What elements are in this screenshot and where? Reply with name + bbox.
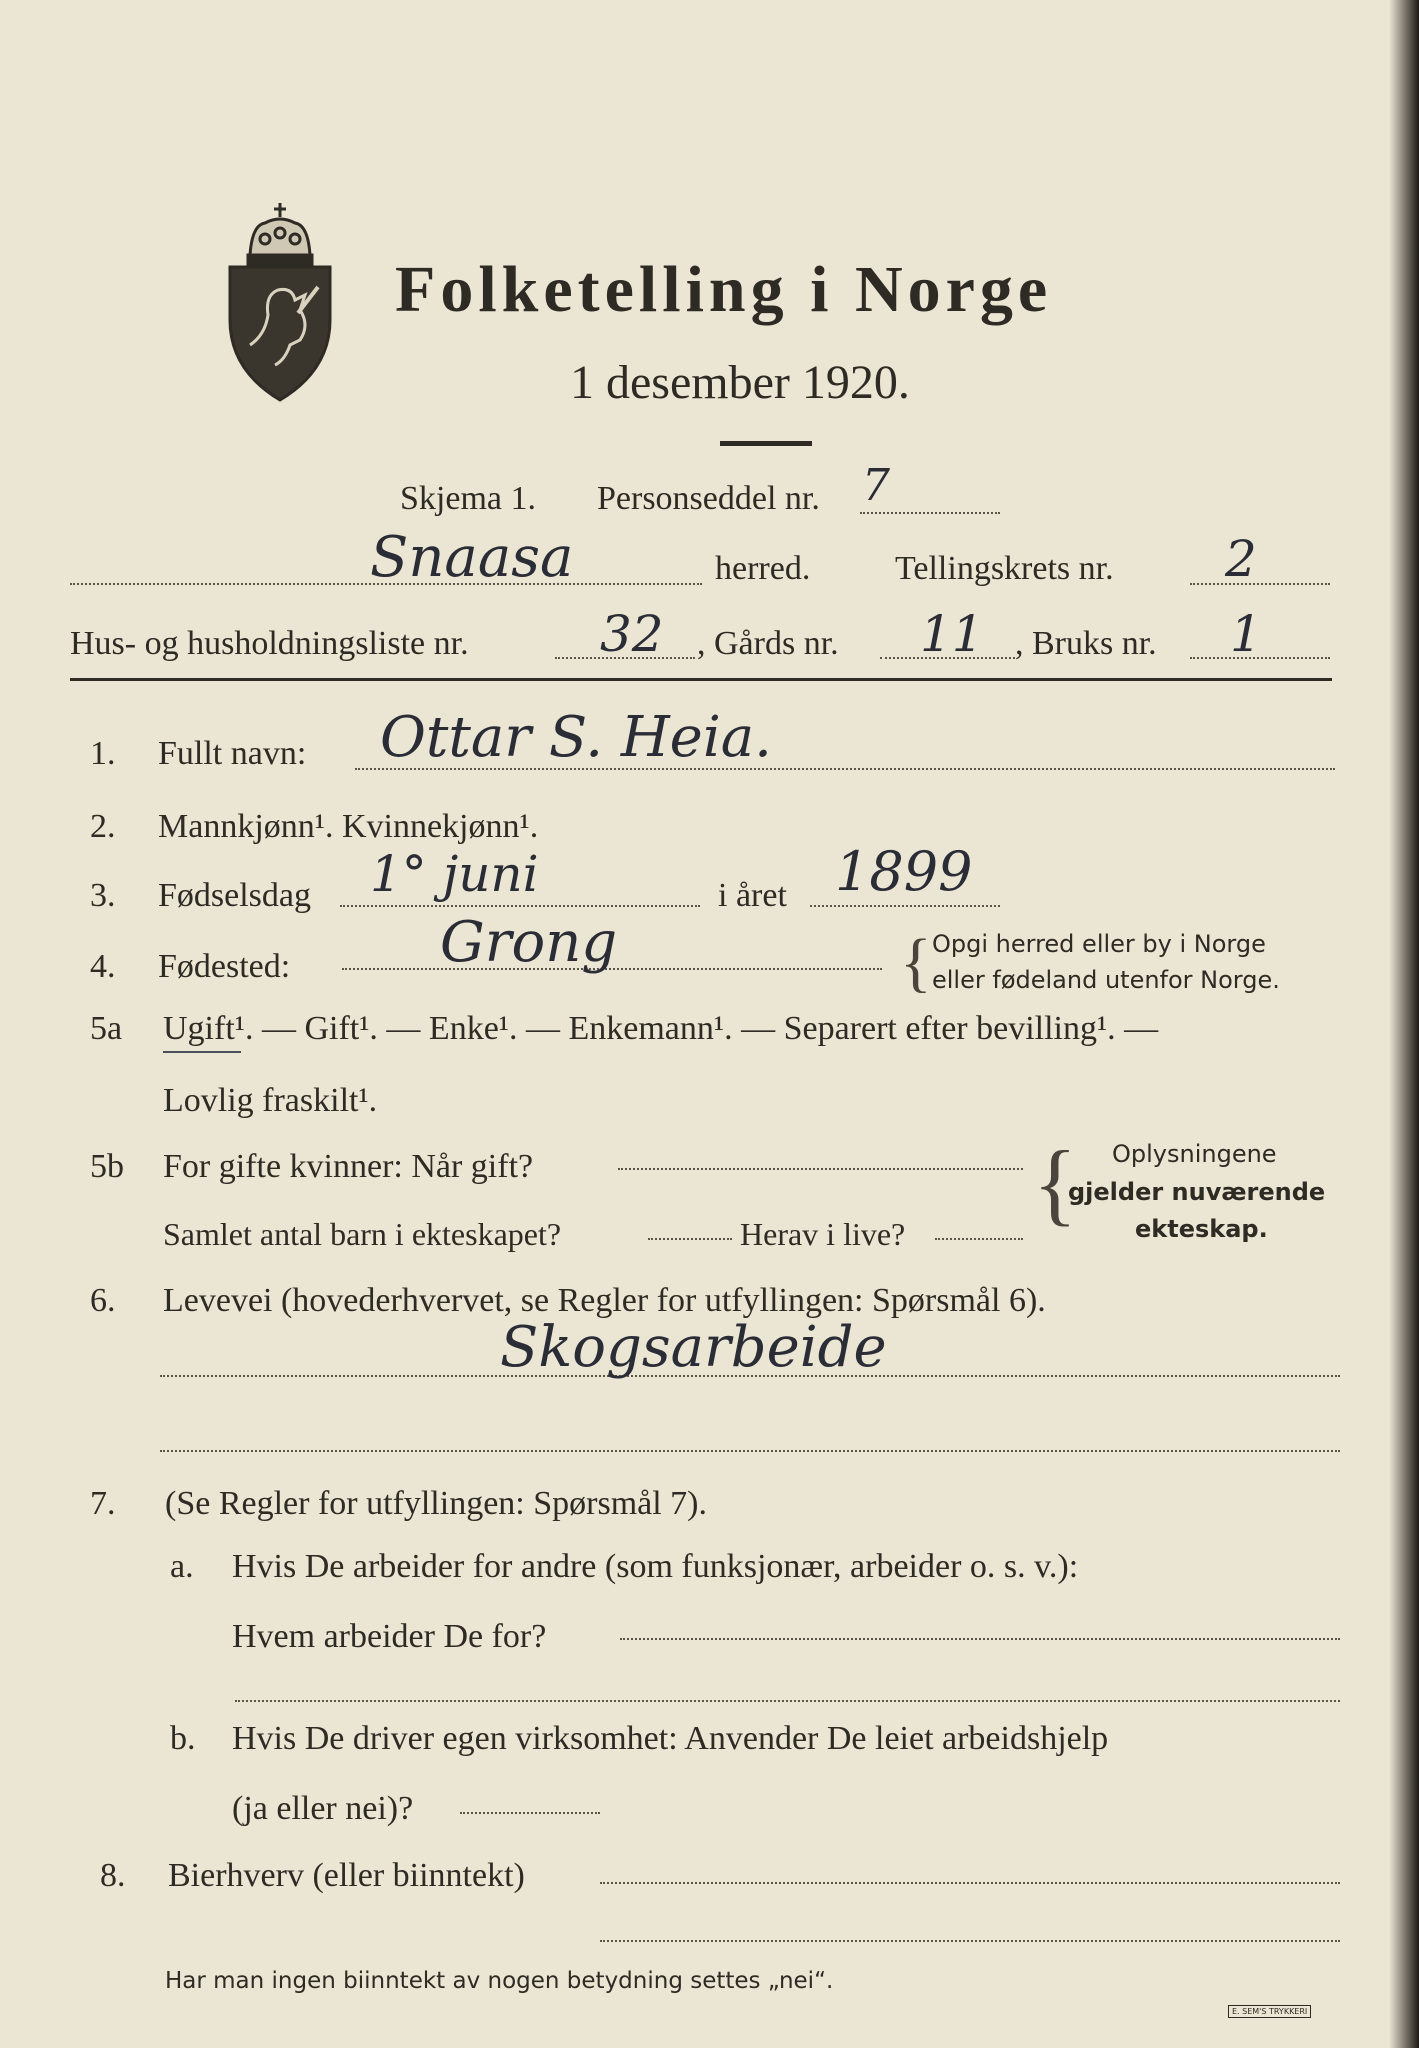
q7-number: 7. bbox=[90, 1485, 116, 1522]
year-label: i året bbox=[718, 877, 787, 914]
husliste-value: 32 bbox=[600, 605, 664, 663]
skjema-label: Skjema 1. bbox=[400, 480, 536, 517]
q5b-number: 5b bbox=[90, 1148, 124, 1185]
marriage-note-1: Oplysningene bbox=[1112, 1140, 1277, 1168]
bruks-value: 1 bbox=[1230, 605, 1262, 663]
birthplace-note-1: Opgi herred eller by i Norge bbox=[932, 930, 1266, 958]
children-total-field[interactable] bbox=[648, 1238, 732, 1240]
section-divider bbox=[70, 678, 1332, 681]
q5a-number: 5a bbox=[90, 1010, 123, 1047]
title-divider bbox=[720, 441, 812, 446]
gards-value: 11 bbox=[920, 605, 984, 663]
herred-label: herred. bbox=[715, 550, 811, 587]
children-alive-field[interactable] bbox=[935, 1238, 1023, 1240]
norway-coat-of-arms-icon bbox=[220, 195, 340, 405]
employer-label: Hvem arbeider De for? bbox=[232, 1618, 547, 1655]
q2-label[interactable]: Mannkjønn¹. Kvinnekjønn¹. bbox=[158, 808, 539, 845]
tellingskrets-label: Tellingskrets nr. bbox=[895, 550, 1114, 587]
birthday-value: 1° juni bbox=[370, 845, 539, 903]
ugift-underline bbox=[163, 1051, 241, 1053]
herred-value: Snaasa bbox=[370, 525, 574, 590]
employer-field-2[interactable] bbox=[235, 1700, 1340, 1702]
marriage-note-2: gjelder nuværende bbox=[1068, 1178, 1326, 1206]
children-alive-label: Herav i live? bbox=[740, 1216, 906, 1252]
birthday-field[interactable] bbox=[340, 905, 700, 907]
occupation-field-2[interactable] bbox=[160, 1450, 1340, 1452]
side-income-label: Bierhverv (eller biinntekt) bbox=[168, 1857, 525, 1894]
footer-note: Har man ingen biinntekt av nogen betydning settes „nei“. bbox=[165, 1968, 834, 1994]
q4-label: Fødested: bbox=[158, 948, 291, 985]
q1-label: Fullt navn: bbox=[158, 735, 307, 772]
birthplace-value: Grong bbox=[440, 910, 618, 975]
printer-mark: E. SEM'S TRYKKERI bbox=[1228, 2005, 1311, 2018]
bruks-label: , Bruks nr. bbox=[1015, 625, 1157, 662]
q7-label: (Se Regler for utfyllingen: Spørsmål 7). bbox=[165, 1485, 708, 1522]
q7a-number: a. bbox=[170, 1548, 194, 1585]
employer-field[interactable] bbox=[620, 1638, 1340, 1640]
side-income-field-2[interactable] bbox=[600, 1940, 1340, 1942]
occupation-label: Levevei (hovederhvervet, se Regler for utfyllingen: Spørsmål 6). bbox=[163, 1282, 1046, 1319]
q6-number: 6. bbox=[90, 1282, 116, 1319]
q7b-number: b. bbox=[170, 1720, 196, 1757]
birth-year-value: 1899 bbox=[835, 840, 973, 903]
hired-help-field[interactable] bbox=[460, 1812, 600, 1814]
q8-number: 8. bbox=[100, 1857, 126, 1894]
personseddel-label: Personseddel nr. bbox=[597, 480, 820, 517]
census-date: 1 desember 1920. bbox=[570, 356, 910, 409]
marital-status-options-2[interactable]: Lovlig fraskilt¹. bbox=[163, 1082, 378, 1119]
q2-number: 2. bbox=[90, 808, 116, 845]
children-total-label: Samlet antal barn i ekteskapet? bbox=[163, 1216, 562, 1252]
birth-year-field[interactable] bbox=[810, 905, 1000, 907]
occupation-value: Skogsarbeide bbox=[500, 1315, 887, 1380]
gards-label: , Gårds nr. bbox=[697, 625, 839, 662]
marital-status-options[interactable]: Ugift¹. — Gift¹. — Enke¹. — Enkemann¹. — Separert efter bevilling¹. — bbox=[163, 1010, 1159, 1047]
q7b-line1: Hvis De driver egen virksomhet: Anvender De leiet arbeidshjelp bbox=[232, 1720, 1109, 1757]
q3-label: Fødselsdag bbox=[158, 877, 311, 914]
q1-number: 1. bbox=[90, 735, 116, 772]
form-title: Folketelling i Norge bbox=[395, 253, 1053, 326]
full-name-value: Ottar S. Heia. bbox=[380, 705, 772, 770]
birthplace-note-2: eller fødeland utenfor Norge. bbox=[932, 966, 1280, 994]
husliste-label: Hus- og husholdningsliste nr. bbox=[70, 625, 469, 662]
personseddel-field[interactable] bbox=[860, 512, 1000, 514]
marriage-note-3: ekteskap. bbox=[1135, 1215, 1268, 1243]
married-when-label: For gifte kvinner: Når gift? bbox=[163, 1148, 534, 1185]
personseddel-value: 7 bbox=[862, 460, 890, 511]
q7a-line1: Hvis De arbeider for andre (som funksjonær, arbeider o. s. v.): bbox=[232, 1548, 1079, 1585]
married-when-field[interactable] bbox=[618, 1168, 1023, 1170]
q3-number: 3. bbox=[90, 877, 116, 914]
tellingskrets-value: 2 bbox=[1225, 530, 1257, 588]
brace-icon: { bbox=[900, 926, 932, 999]
side-income-field[interactable] bbox=[600, 1882, 1340, 1884]
brace-icon-2: { bbox=[1033, 1132, 1078, 1234]
hired-help-label: (ja eller nei)? bbox=[232, 1790, 414, 1827]
tellingskrets-field[interactable] bbox=[1190, 583, 1330, 585]
q4-number: 4. bbox=[90, 948, 116, 985]
